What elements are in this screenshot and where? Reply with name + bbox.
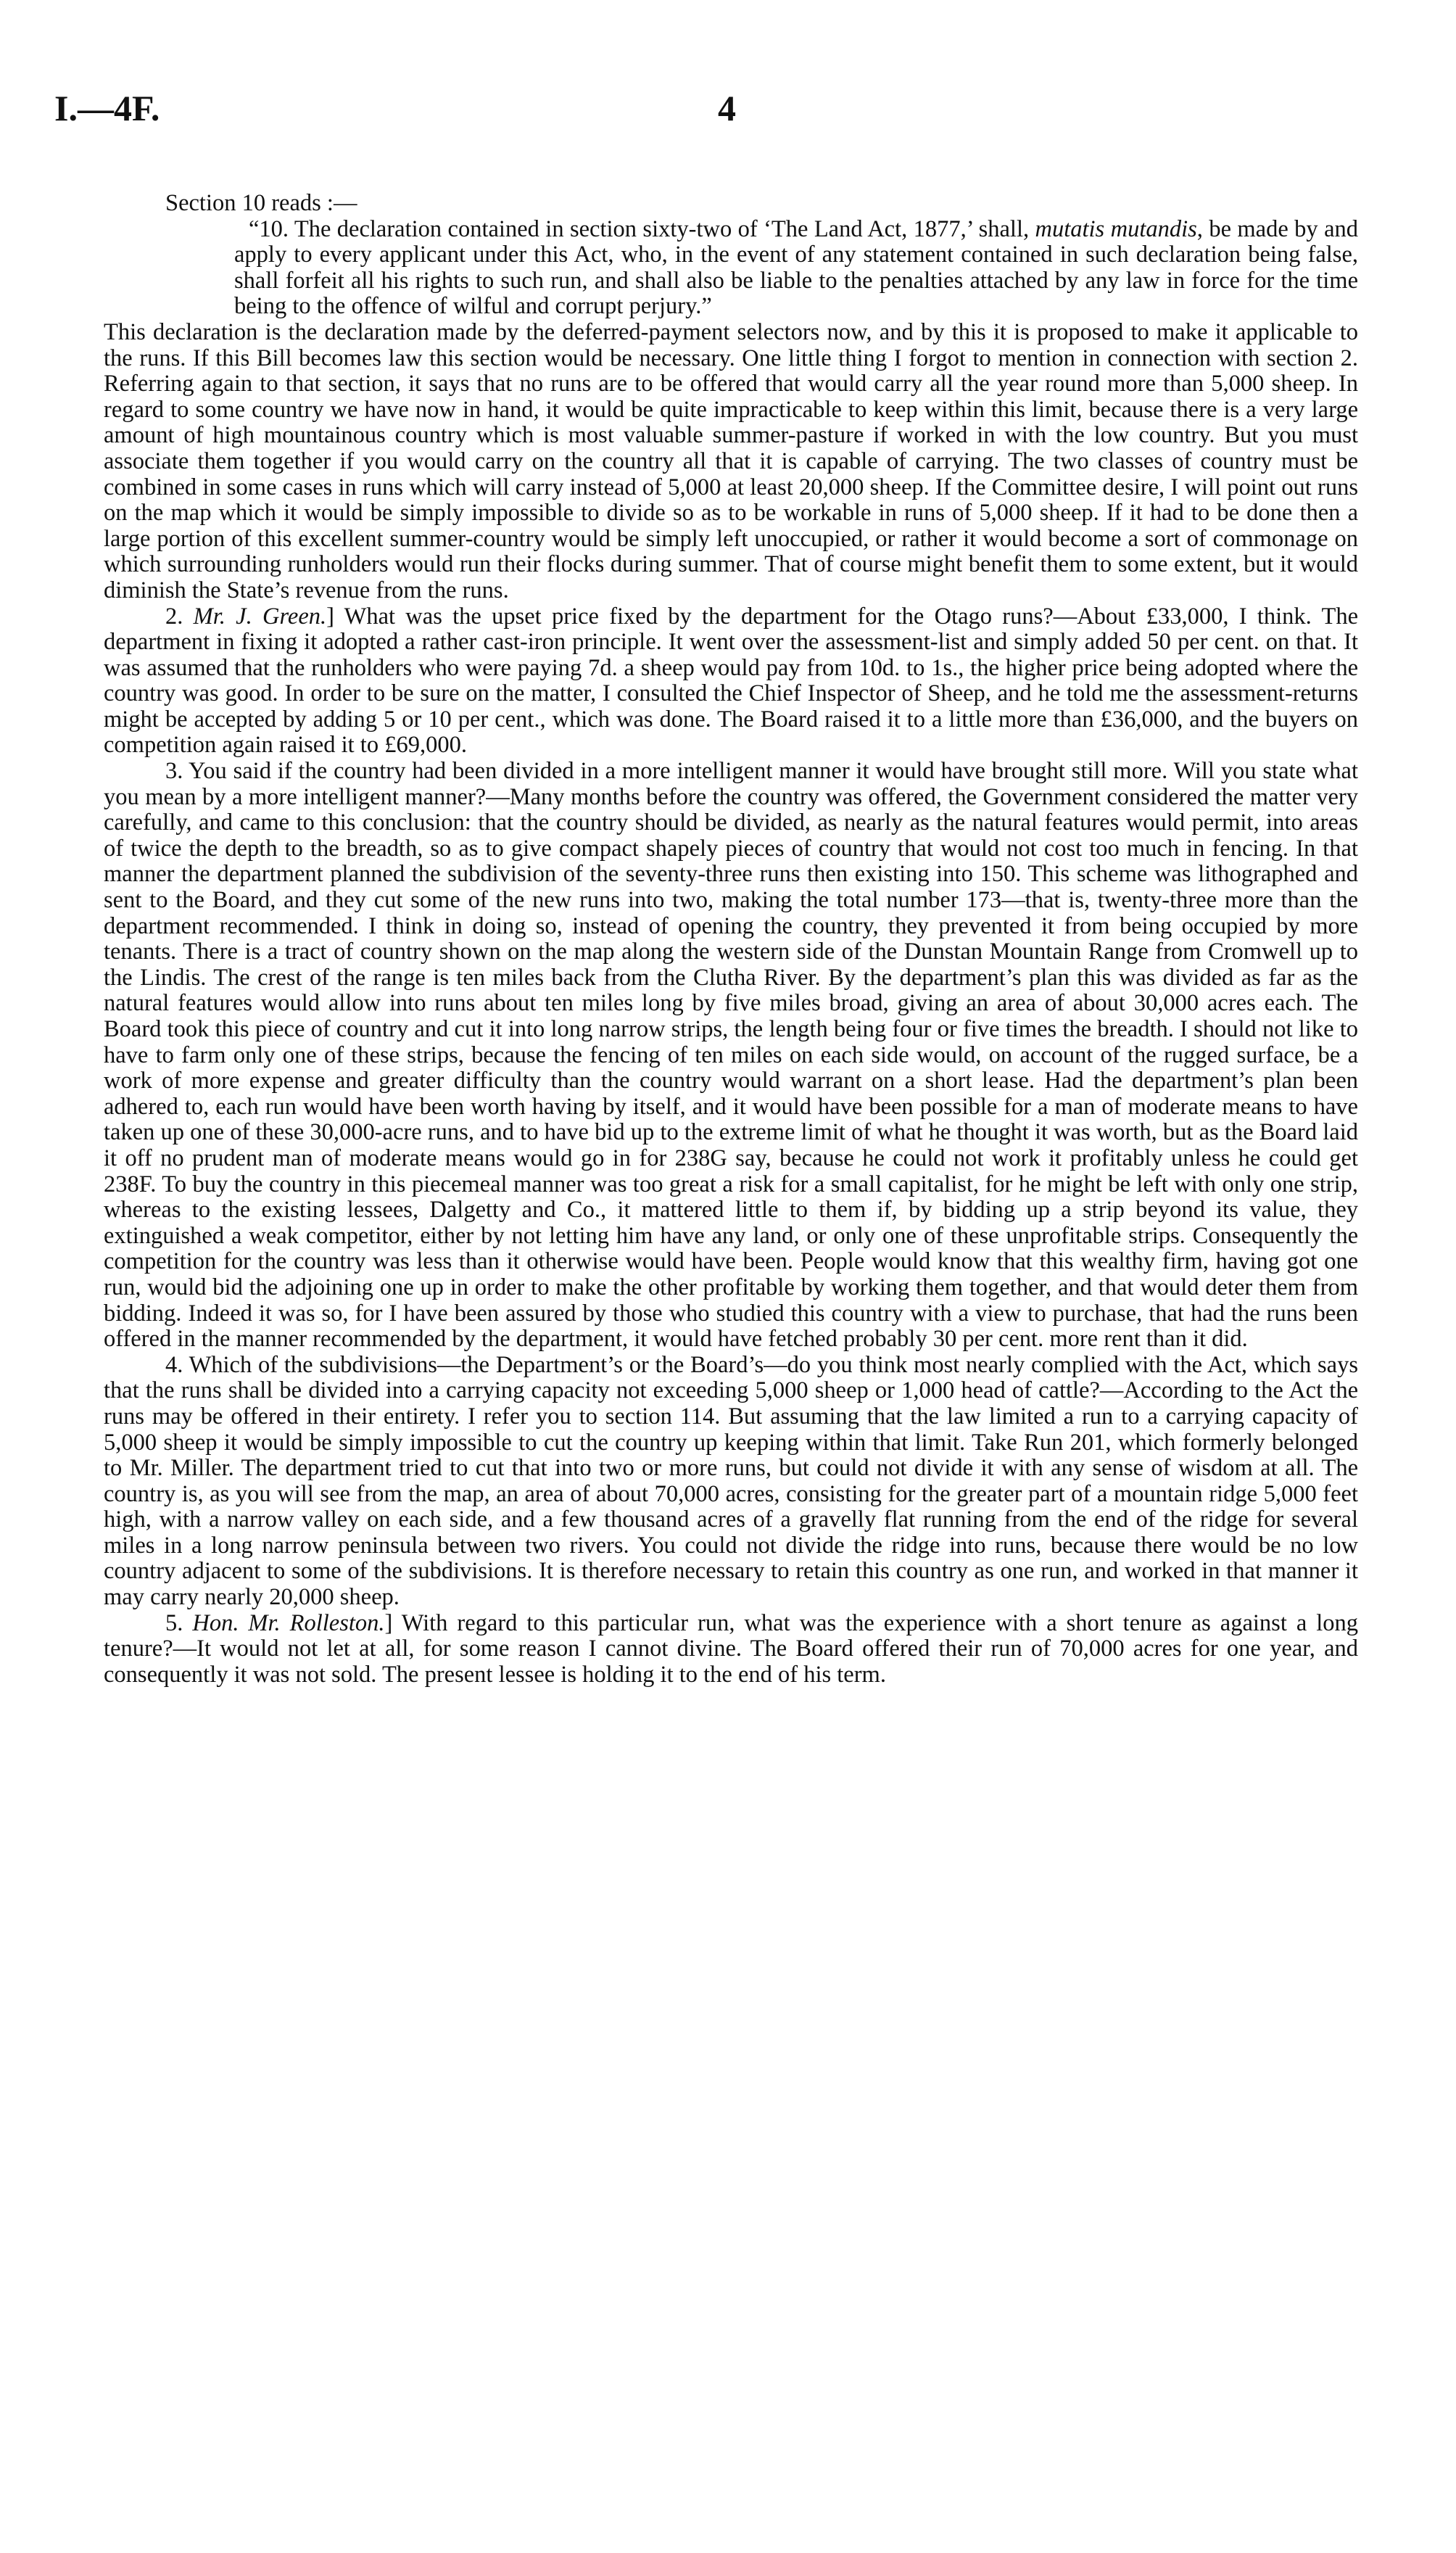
question-2-number: 2. <box>165 603 194 630</box>
question-3: 3. You said if the country had been divided in a more intelligent manner it would have brought still more. Will you state what you mean by a more intelligent manner?—Many months before the country was offered, the Government considered the matter very carefully, and came to this conclusion: that the country should be divided, as nearly as the natural features would permit, into areas of twice the depth to the breadth, so as to give compact shapely pieces of country that would not cost too much in fencing. In that manner the department planned the subdivision of the seventy-three runs then existing into 150. This scheme was lithographed and sent to the Board, and they cut some of the new runs into two, making the total number 173—that is, twenty-three more than the department recommended. I think in doing so, instead of opening the country, they prevented it from being occupied by more tenants. There is a tract of country shown on the map along the western side of the Dunstan Mountain Range from Cromwell up to the Lindis. The crest of the range is ten miles back from the Clutha River. By the department’s plan this was divided as far as the natural features would allow into runs about ten miles long by five miles broad, giving an area of about 30,000 acres each. The Board took this piece of country and cut it into long narrow strips, the length being four or five times the breadth. I should not like to have to farm only one of these strips, because the fencing of ten miles on each side would, on account of the rugged surface, be a work of more expense and greater difficulty than the country would warrant on a short lease. Had the department’s plan been adhered to, each run would have been worth having by itself, and it would have been possible for a man of moderate means to have taken up one of these 30,000-acre runs, and to have bid up to the extreme limit of what he thought it was worth, but as the Board laid it off no prudent man of moderate means would go in for 238G say, because he could not work it profitably unless he could get 238F. To buy the country in this piecemeal manner was too great a risk for a small capitalist, for he might be left with only one strip, whereas to the existing lessees, Dalgetty and Co., it mattered little to them if, by bidding up a strip beyond its value, they extinguished a weak competitor, either by not letting him have any land, or only one of these unprofitable strips. Consequently the competition for the country was less than it otherwise would have been. People would know that this wealthy firm, having got one run, would bid the adjoining one up in order to make the other profitable by working them together, and that would deter them from bidding. Indeed it was so, for I have been assured by those who studied this country with a view to purchase, that had the runs been offered in the manner recommended by the department, it would have fetched probably 30 per cent. more rent than it did. <box>104 758 1358 1353</box>
question-5-number: 5. <box>165 1609 193 1636</box>
question-2-text: ] What was the upset price fixed by the department for the Otago runs?—About £33,000, I think. The department in fixing it adopted a rather cast-iron principle. It went over the assessment-list and simply added 50 per cent. on that. It was assumed that the runholders who were paying 7d. a sheep would pay from 10d. to 1s., the higher price being adopted where the country was good. In order to be sure on the matter, I consulted the Chief Inspector of Sheep, and he told me the assessment-returns might be accepted by adding 5 or 10 per cent., which was done. The Board raised it to a little more than £36,000, and the buyers on competition again raised it to £69,000. <box>104 603 1358 759</box>
section-10-quote <box>104 217 1358 320</box>
question-2-speaker: Mr. J. Green. <box>193 603 327 630</box>
question-4: 4. Which of the subdivisions—the Department’s or the Board’s—do you think most nearly complied with the Act, which says that the runs shall be divided into a carrying capacity not exceeding 5,000 sheep or 1,000 head of cattle?—According to the Act the runs may be offered in their entirety. I refer you to section 114. But assuming that the law limited a run to a carrying capacity of 5,000 sheep it would be simply impossible to cut the country up keeping within that limit. Take Run 201, which formerly belonged to Mr. Miller. The department tried to cut that into two or more runs, but could not divide it with any sense of wisdom at all. The country is, as you will see from the map, an area of about 70,000 acres, consisting for the greater part of a mountain ridge 5,000 feet high, with a narrow valley on each side, and a few thousand acres of a gravelly flat running from the end of the ridge for several miles in a long narrow peninsula between two rivers. You could not divide the ridge into runs, because there would be no low country adjacent to some of the subdivisions. It is therefore necessary to retain this country as one run, and worked in that manner it may carry nearly 20,000 sheep. <box>104 1351 1358 1611</box>
question-5-speaker: Hon. Mr. Rolleston. <box>192 1609 385 1636</box>
section-intro: Section 10 reads :— <box>165 190 357 216</box>
quote-italic-phrase: mutatis mutandis <box>1035 215 1197 242</box>
paragraph-declaration: This declaration is the declaration made by the deferred-payment selectors now, and by this it is proposed to make it applicable to the runs. If this Bill becomes law this section would be necessary. One little thing I forgot to mention in connection with section 2. Referring again to that section, it says that no runs are to be offered that would carry all the year round more than 5,000 sheep. In regard to some country we have now in hand, it would be quite impracticable to keep within this limit, because there is a very large amount of high mountainous country which is most valuable summer-pasture if worked in with the low country. But you must associate them together if you would carry on the country all that it is capable of carrying. The two classes of country must be combined in some cases in runs which will carry instead of 5,000 at least 20,000 sheep. If the Committee desire, I will point out runs on the map which it would be simply impossible to divide so as to be workable in runs of 5,000 sheep. If it had to be done then a large portion of this excellent summer-country would be simply left unoccupied, or rather it would become a sort of commonage on which surrounding runholders would run their flocks during summer. That of course might benefit them to some extent, but it would diminish the State’s revenue from the runs. <box>104 318 1358 603</box>
question-2 <box>104 604 1358 759</box>
document-reference: I.—4F. <box>54 88 160 128</box>
page-header <box>54 87 1378 131</box>
quote-text-start: “10. The declaration contained in section sixty-two of ‘The Land Act, 1877,’ shall, <box>249 215 1035 242</box>
question-5 <box>104 1611 1358 1688</box>
page-number: 4 <box>718 88 736 128</box>
quote-text-end: , be made by and apply to every applicant under this Act, who, in the event of any statement contained in such declaration being false, shall forfeit all his rights to such run, and shall also be liable to the penalties attached by any law in force for the time being to the offence of wilful and corrupt perjury.” <box>234 215 1358 320</box>
question-5-text: ] With regard to this particular run, what was the experience with a short tenure as against a long tenure?—It would not let at all, for some reason I cannot divine. The Board offered their run of 70,000 acres for one year, and consequently it was not sold. The present lessee is holding it to the end of his term. <box>104 1609 1359 1688</box>
page-body <box>104 191 1358 1688</box>
